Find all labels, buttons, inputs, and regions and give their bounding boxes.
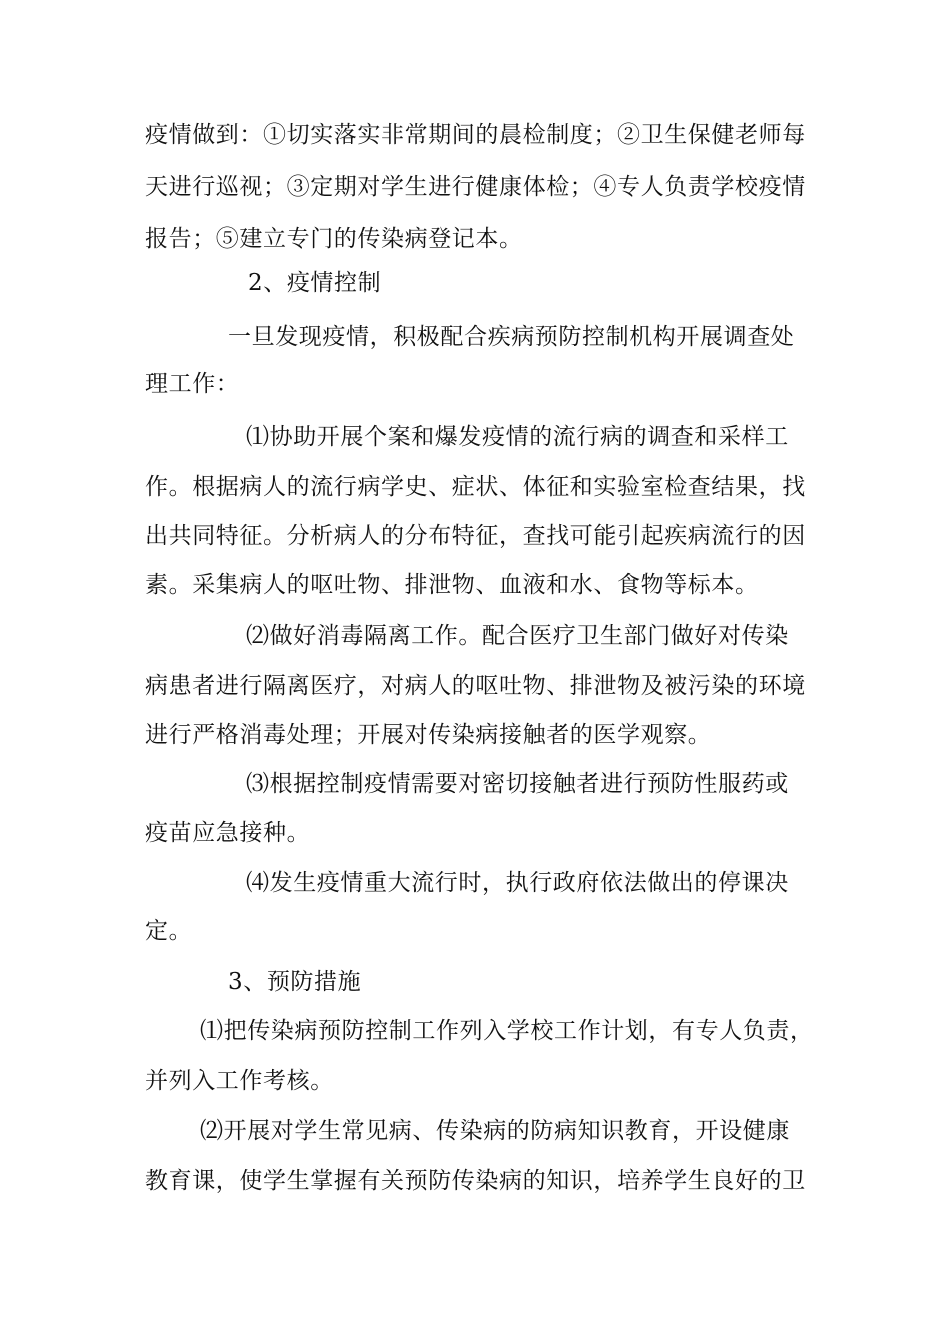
body-text-line: ⑵开展对学生常见病、传染病的防病知识教育，开设健康 (200, 1118, 790, 1144)
body-text-line: 报告；⑤建立专门的传染病登记本。 (145, 226, 523, 252)
body-text-line: 作。根据病人的流行病学史、症状、体征和实验室检查结果，找 (145, 474, 806, 500)
body-text-line: 进行严格消毒处理；开展对传染病接触者的医学观察。 (145, 722, 712, 748)
body-text-line: 素。采集病人的呕吐物、排泄物、血液和水、食物等标本。 (145, 572, 759, 598)
body-text-line: 理工作： (145, 371, 240, 397)
body-text-line: 一旦发现疫情，积极配合疾病预防控制机构开展调查处 (228, 324, 795, 350)
body-text-line: ⑴把传染病预防控制工作列入学校工作计划，有专人负责， (200, 1018, 814, 1044)
body-text-line: 出共同特征。分析病人的分布特征，查找可能引起疾病流行的因 (145, 523, 806, 549)
body-text-line: 天进行巡视；③定期对学生进行健康体检；④专人负责学校疫情 (145, 174, 806, 200)
section-heading: 2、疫情控制 (248, 270, 382, 296)
section-heading: 3、预防措施 (228, 969, 362, 995)
body-text-line: ⑵做好消毒隔离工作。配合医疗卫生部门做好对传染 (246, 623, 789, 649)
body-text-line: ⑴协助开展个案和爆发疫情的流行病的调查和采样工 (246, 424, 789, 450)
body-text-line: 疫情做到：①切实落实非常期间的晨检制度；②卫生保健老师每 (145, 122, 806, 148)
body-text-line: 病患者进行隔离医疗，对病人的呕吐物、排泄物及被污染的环境 (145, 673, 806, 699)
body-text-line: ⑷发生疫情重大流行时，执行政府依法做出的停课决 (246, 870, 789, 896)
body-text-line: 疫苗应急接种。 (145, 820, 311, 846)
body-text-line: ⑶根据控制疫情需要对密切接触者进行预防性服药或 (246, 771, 789, 797)
body-text-line: 并列入工作考核。 (145, 1068, 334, 1094)
body-text-line: 教育课，使学生掌握有关预防传染病的知识，培养学生良好的卫 (145, 1168, 806, 1194)
body-text-line: 定。 (145, 918, 193, 944)
